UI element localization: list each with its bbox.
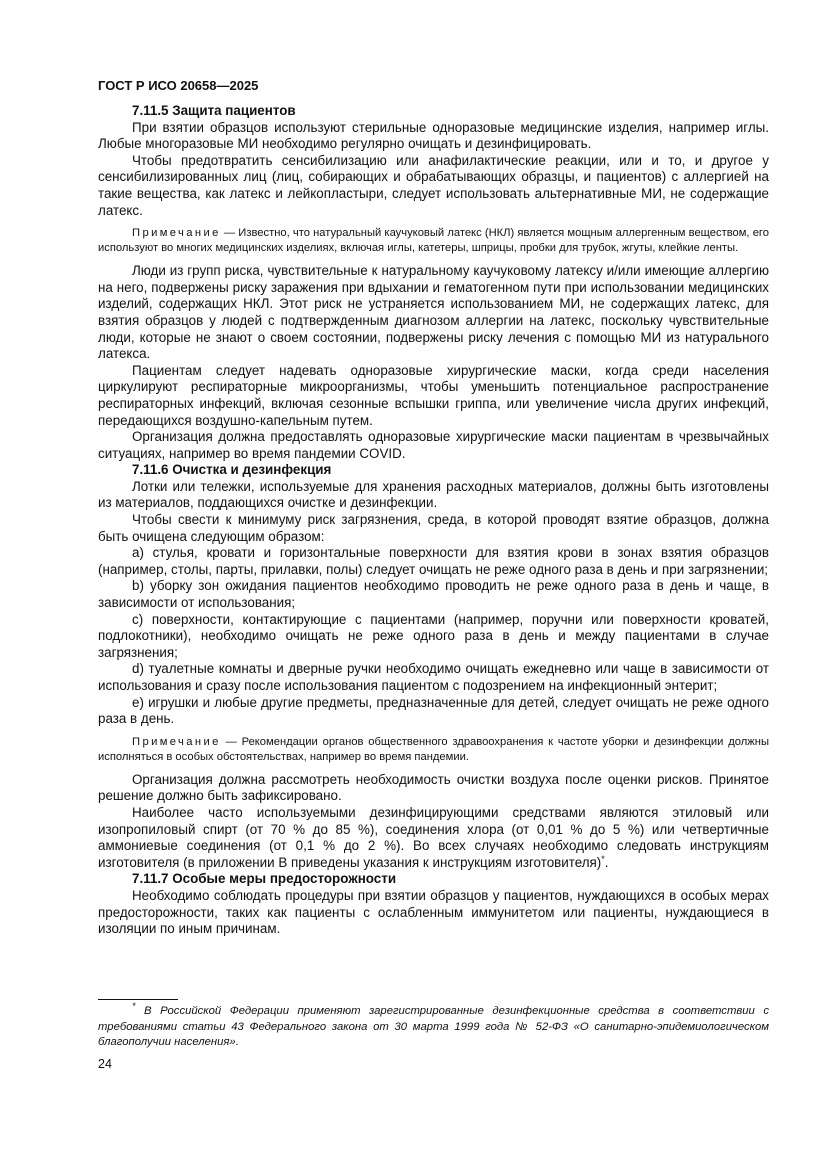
list-item: a) стулья, кровати и горизонтальные поверхности для взятия крови в зонах взятия образцов (например, столы, парты, прилавки, полы) следует очищать не реже одного раза в день и при загрязнении; [98, 545, 769, 577]
section-heading-7-11-5: 7.11.5 Защита пациентов [132, 103, 296, 118]
paragraph: Чтобы предотвратить сенсибилизацию или анафилактические реакции, или и то, и другое у сенсибилизированных лиц (лиц, собирающих и обрабатывающих образцы, и пациентов) с аллергией на такие вещества, как латекс и лейкопластыри, следует использовать альтернативные МИ, не содержащие латекс. [98, 152, 769, 218]
paragraph-end: . [604, 854, 609, 870]
note-text: — Известно, что натуральный каучуковый латекс (НКЛ) является мощным аллергенным веществом, его используют во многих медицинских изделиях, включая иглы, катетеры, шприцы, пробки для трубок, жгуты, клейкие ленты. [98, 227, 769, 255]
section-heading-7-11-6: 7.11.6 Очистка и дезинфекция [132, 462, 332, 478]
note [98, 735, 769, 765]
paragraph: Люди из групп риска, чувствительные к натуральному каучуковому латексу и/или имеющие аллергию на него, подвержены риску заражения при вдыхании и гематогенном пути при использовании медицинских изделий, содержащих НКЛ. Этот риск не устраняется использованием МИ, не содержащих латекс, для взятия образцов у людей с подтвержденным диагнозом аллергии на латекс, поскольку чувствительные люди, которые не знают о своем состоянии, подвержены риску лечения с помощью МИ из натурального латекса. [98, 263, 769, 362]
paragraph: Лотки или тележки, используемые для хранения расходных материалов, должны быть изготовлены из материалов, поддающихся очистке и дезинфекции. [98, 478, 769, 511]
page-number: 24 [98, 1057, 112, 1071]
footnote [98, 1001, 769, 1051]
main-content [98, 103, 769, 938]
paragraph: Чтобы свести к минимуму риск загрязнения, среда, в которой проводят взятие образцов, должна быть очищена следующим образом: [98, 512, 769, 544]
footnote-text: В Российской Федерации применяют зарегистрированные дезинфекционные средства в соответствии с требованиями статьи 43 Федерального закона от 30 марта 1999 года № 52-ФЗ «О санитарно-эпидемиологическом благополучии населения». [98, 1005, 769, 1048]
list-item: e) игрушки и любые другие предметы, предназначенные для детей, следует очищать не реже одного раза в день. [98, 694, 769, 727]
paragraph: Необходимо соблюдать процедуры при взятии образцов у пациентов, нуждающихся в особых мерах предосторожности, таких как пациенты с ослабленным иммунитетом или пациенты, нуждающиеся в изоляции по иным причинам. [98, 887, 769, 937]
list-item: b) уборку зон ожидания пациентов необходимо проводить не реже одного раза в день и чаще, в зависимости от использования; [98, 578, 769, 611]
paragraph: Пациентам следует надевать одноразовые хирургические маски, когда среди населения циркулируют респираторные микроорганизмы, чтобы уменьшить потенциальное распространение респираторных инфекций, включая сезонные вспышки гриппа, или увеличение числа других инфекций, передающихся воздушно-капельным путем. [98, 362, 769, 428]
note [98, 226, 769, 256]
footnote-divider [98, 999, 178, 1000]
footnote-reference[interactable]: * [601, 853, 605, 864]
paragraph: Организация должна рассмотреть необходимость очистки воздуха после оценки рисков. Принятое решение должно быть зафиксировано. [98, 771, 769, 804]
paragraph: При взятии образцов используют стерильные одноразовые медицинские изделия, например иглы. Любые многоразовые МИ необходимо регулярно очищать и дезинфицировать. [98, 119, 769, 152]
list-item: c) поверхности, контактирующие с пациентами (например, поручни или поверхности кроватей, подлокотники), необходимо очищать не реже одного раза в день и между пациентами в случае загрязнения; [98, 611, 769, 660]
footnote-mark: * [132, 1001, 136, 1011]
paragraph [98, 805, 769, 871]
note-text: — Рекомендации органов общественного здравоохранения к частоте уборки и дезинфекции должны исполняться в особых обстоятельствах, например во время пандемии. [98, 735, 769, 763]
document-header: ГОСТ Р ИСО 20658—2025 [98, 78, 259, 93]
section-heading-7-11-7: 7.11.7 Особые меры предосторожности [132, 871, 397, 887]
paragraph: Организация должна предоставлять одноразовые хирургические маски пациентам в чрезвычайных ситуациях, например во время пандемии COVID. [98, 429, 769, 461]
paragraph-text: Наиболее часто используемыми дезинфицирующими средствами являются этиловый или изопропиловый спирт (от 70 % до 85 %), соединения хлора (от 0,01 % до 5 %) или четвертичные аммониевые соединения (от 0,1 % до 2 %). Во всех случаях необходимо следовать инструкциям изготовителя (в приложении В приведены указания к инструкциям изготовителя) [98, 804, 769, 870]
note-label: Примечание [132, 227, 221, 240]
list-item: d) туалетные комнаты и дверные ручки необходимо очищать ежедневно или чаще в зависимости от использования и сразу после использования пациентом с подозрением на инфекционный энтерит; [98, 661, 769, 693]
note-label: Примечание [132, 735, 221, 748]
